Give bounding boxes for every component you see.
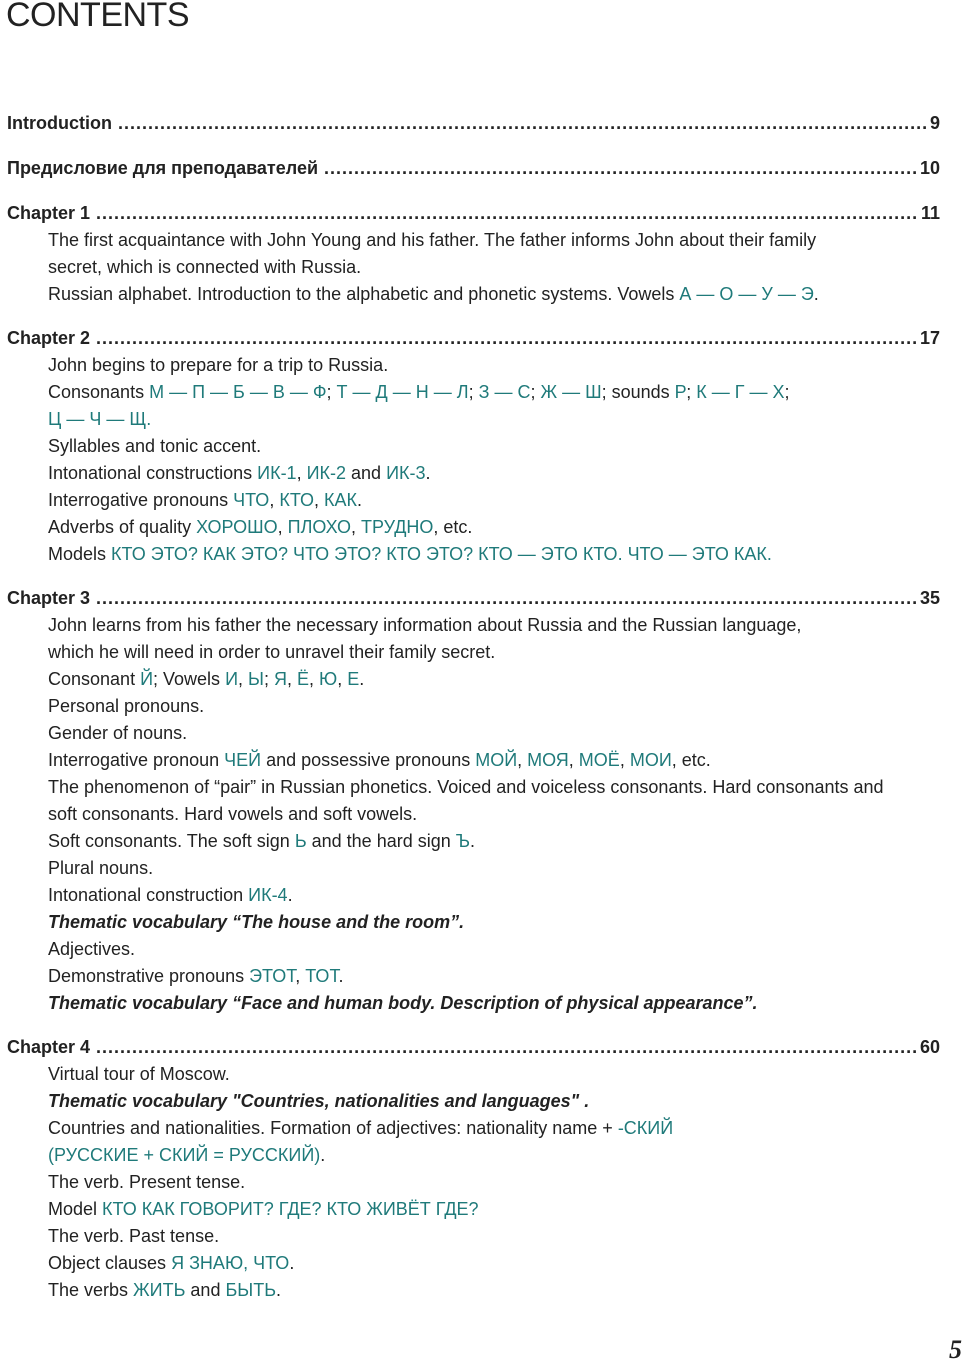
text-segment: Models	[48, 544, 112, 564]
text-segment: Object clauses	[48, 1253, 172, 1273]
description-line	[48, 487, 940, 514]
russian-term: Ю	[319, 669, 338, 689]
description-line	[48, 855, 940, 882]
text-segment: which he will need in order to unravel their family secret.	[48, 642, 496, 662]
text-segment: Demonstrative pronouns	[48, 966, 250, 986]
text-segment: .	[338, 966, 344, 986]
russian-term: КТО ЭТО? КАК ЭТО? ЧТО ЭТО? КТО ЭТО? КТО — ЭТО КТО. ЧТО — ЭТО КАК.	[111, 544, 772, 564]
emphasized-text: Thematic vocabulary “Face and human body. Description of physical appearance”.	[48, 993, 758, 1013]
table-of-contents	[7, 110, 940, 1321]
toc-entry-heading[interactable]	[7, 110, 940, 137]
text-segment: Plural nouns.	[48, 858, 154, 878]
russian-term: И	[225, 669, 238, 689]
toc-entry	[7, 110, 940, 137]
description-line	[48, 963, 940, 990]
toc-entry-label: Chapter 4	[7, 1037, 91, 1057]
description-line	[48, 1142, 940, 1169]
description-line	[48, 352, 940, 379]
text-segment: ,	[296, 463, 307, 483]
russian-term: ЖИТЬ	[133, 1280, 186, 1300]
toc-entry-page: 11	[920, 203, 940, 223]
russian-term: З — С	[478, 382, 531, 402]
description-line	[48, 801, 940, 828]
emphasized-text: Thematic vocabulary "Countries, nationalities and languages" .	[48, 1091, 590, 1111]
text-segment: ,	[309, 669, 320, 689]
description-line	[48, 828, 940, 855]
text-segment: ;	[784, 382, 790, 402]
toc-entry-page: 60	[919, 1037, 940, 1057]
emphasized-text: Thematic vocabulary “The house and the room”.	[48, 912, 465, 932]
description-line	[48, 433, 940, 460]
russian-term: А — О — У — Э	[679, 284, 814, 304]
russian-term: Я	[273, 669, 287, 689]
russian-term: Ц — Ч — Щ.	[48, 409, 152, 429]
description-line	[48, 936, 940, 963]
text-segment: Interrogative pronoun	[48, 750, 225, 770]
text-segment: John begins to prepare for a trip to Russia.	[48, 355, 389, 375]
toc-entry-page: 17	[919, 328, 940, 348]
toc-entry	[7, 200, 940, 308]
russian-term: Е	[347, 669, 360, 689]
dot-leader	[118, 110, 926, 137]
description-line	[48, 514, 940, 541]
russian-term: ЧЕЙ	[224, 750, 262, 770]
toc-entry-label: Chapter 3	[7, 588, 91, 608]
toc-entry-description	[7, 352, 940, 568]
text-segment: soft consonants. Hard vowels and soft vowels.	[48, 804, 418, 824]
dot-leader	[96, 200, 917, 227]
toc-entry-heading[interactable]	[7, 585, 940, 612]
text-segment: and	[185, 1280, 226, 1300]
description-line	[48, 1250, 940, 1277]
russian-term: ХОРОШО	[196, 517, 278, 537]
toc-entry-heading[interactable]	[7, 155, 940, 182]
russian-term: Ъ	[455, 831, 470, 851]
russian-term: Т — Д — Н — Л	[336, 382, 469, 402]
text-segment: Syllables and tonic accent.	[48, 436, 262, 456]
text-segment: ,	[295, 966, 306, 986]
text-segment: ,	[350, 517, 361, 537]
page-title: CONTENTS	[6, 0, 189, 34]
toc-entry	[7, 1034, 940, 1304]
description-line	[48, 990, 940, 1017]
toc-entry	[7, 325, 940, 568]
russian-term: ИК-1	[257, 463, 297, 483]
text-segment: The verb. Past tense.	[48, 1226, 220, 1246]
text-segment: , etc.	[671, 750, 711, 770]
text-segment: Virtual tour of Moscow.	[48, 1064, 230, 1084]
description-line	[48, 460, 940, 487]
toc-entry-label: Introduction	[7, 113, 112, 133]
text-segment: .	[357, 490, 363, 510]
text-segment: ;	[530, 382, 541, 402]
text-segment: .	[813, 284, 819, 304]
text-segment: .	[425, 463, 431, 483]
russian-term: К — Г — Х	[696, 382, 785, 402]
text-segment: Soft consonants. The soft sign	[48, 831, 295, 851]
russian-term: КТО	[279, 490, 315, 510]
text-segment: Countries and nationalities. Formation of adjectives: nationality name +	[48, 1118, 618, 1138]
russian-term: ЭТОТ	[249, 966, 296, 986]
russian-term: Ь	[294, 831, 307, 851]
description-line	[48, 1196, 940, 1223]
russian-term: М — П — Б — В — Ф	[149, 382, 327, 402]
russian-term: Я ЗНАЮ, ЧТО	[171, 1253, 290, 1273]
toc-entry-heading[interactable]	[7, 1034, 940, 1061]
text-segment: The verbs	[48, 1280, 134, 1300]
dot-leader	[324, 155, 916, 182]
description-line	[48, 693, 940, 720]
text-segment: Interrogative pronouns	[48, 490, 234, 510]
description-line	[48, 227, 940, 254]
dot-leader	[96, 585, 916, 612]
text-segment: ;	[686, 382, 697, 402]
toc-entry	[7, 155, 940, 182]
description-line	[48, 1088, 940, 1115]
toc-entry-heading[interactable]	[7, 200, 940, 227]
dot-leader	[96, 325, 916, 352]
russian-term: -СКИЙ	[617, 1118, 674, 1138]
text-segment: ,	[314, 490, 325, 510]
description-line	[48, 379, 940, 406]
russian-term: МОЙ	[475, 750, 518, 770]
text-segment: ;	[326, 382, 337, 402]
text-segment: ,	[337, 669, 348, 689]
text-segment: and possessive pronouns	[261, 750, 476, 770]
description-line	[48, 1115, 940, 1142]
russian-term: МОЯ	[527, 750, 569, 770]
toc-entry-label: Chapter 1	[7, 203, 91, 223]
text-segment: The phenomenon of “pair” in Russian phonetics. Voiced and voiceless consonants. Hard consonants and	[48, 777, 884, 797]
text-segment: ;	[263, 669, 274, 689]
toc-entry-heading[interactable]	[7, 325, 940, 352]
russian-term: МОИ	[629, 750, 672, 770]
text-segment: The verb. Present tense.	[48, 1172, 246, 1192]
description-line	[48, 909, 940, 936]
description-line	[48, 541, 940, 568]
russian-term: ИК-4	[248, 885, 288, 905]
description-line	[48, 747, 940, 774]
text-segment: Intonational construction	[48, 885, 249, 905]
description-line	[48, 774, 940, 801]
text-segment: ; Vowels	[153, 669, 226, 689]
description-line	[48, 1223, 940, 1250]
dot-leader	[96, 1034, 916, 1061]
text-segment: Adverbs of quality	[48, 517, 197, 537]
text-segment: ,	[568, 750, 579, 770]
toc-entry-page: 35	[919, 588, 940, 608]
text-segment: .	[359, 669, 365, 689]
russian-term: ТРУДНО	[361, 517, 434, 537]
description-line	[48, 281, 940, 308]
text-segment: and the hard sign	[306, 831, 456, 851]
text-segment: The first acquaintance with John Young and his father. The father informs John about their family	[48, 230, 817, 250]
text-segment: Russian alphabet. Introduction to the alphabetic and phonetic systems. Vowels	[48, 284, 680, 304]
description-line	[48, 882, 940, 909]
text-segment: , etc.	[433, 517, 473, 537]
russian-term: МОЁ	[578, 750, 620, 770]
russian-term: ИК-3	[386, 463, 426, 483]
description-line	[48, 639, 940, 666]
toc-entry-page: 9	[929, 113, 940, 133]
text-segment: Model	[48, 1199, 103, 1219]
toc-entry-description	[7, 227, 940, 308]
description-line	[48, 666, 940, 693]
russian-term: ИК-2	[306, 463, 347, 483]
russian-term: ПЛОХО	[287, 517, 351, 537]
text-segment: .	[287, 885, 293, 905]
russian-term: Ё	[296, 669, 309, 689]
russian-term: Й	[140, 669, 154, 689]
text-segment: ,	[238, 669, 249, 689]
page-number: 5	[949, 1335, 962, 1364]
description-line	[48, 1277, 940, 1304]
text-segment: Intonational constructions	[48, 463, 258, 483]
text-segment: Gender of nouns.	[48, 723, 188, 743]
description-line	[48, 254, 940, 281]
text-segment: Personal pronouns.	[48, 696, 205, 716]
russian-term: ЧТО	[233, 490, 270, 510]
russian-term: ТОТ	[305, 966, 339, 986]
description-line	[48, 1169, 940, 1196]
description-line	[48, 406, 940, 433]
text-segment: .	[470, 831, 476, 851]
russian-term: Ы	[248, 669, 264, 689]
text-segment: and	[346, 463, 387, 483]
text-segment: ; sounds	[601, 382, 675, 402]
toc-entry	[7, 585, 940, 1017]
text-segment: Consonants	[48, 382, 150, 402]
toc-entry-label: Предисловие для преподавателей	[7, 158, 319, 178]
toc-entry-page: 10	[919, 158, 940, 178]
toc-entry-description	[7, 612, 940, 1017]
text-segment: Consonant	[48, 669, 141, 689]
russian-term: Ж — Ш	[540, 382, 602, 402]
text-segment: John learns from his father the necessary information about Russia and the Russian language,	[48, 615, 802, 635]
description-line	[48, 612, 940, 639]
text-segment: .	[320, 1145, 326, 1165]
text-segment: ,	[619, 750, 630, 770]
text-segment: ,	[286, 669, 297, 689]
russian-term: КТО КАК ГОВОРИТ? ГДЕ? КТО ЖИВЁТ ГДЕ?	[102, 1199, 479, 1219]
russian-term: БЫТЬ	[225, 1280, 277, 1300]
text-segment: ,	[517, 750, 528, 770]
russian-term: Р	[674, 382, 687, 402]
text-segment: .	[289, 1253, 295, 1273]
toc-entry-label: Chapter 2	[7, 328, 91, 348]
text-segment: ,	[277, 517, 288, 537]
description-line	[48, 1061, 940, 1088]
description-line	[48, 720, 940, 747]
text-segment: .	[276, 1280, 282, 1300]
russian-term: (РУССКИЕ + СКИЙ = РУССКИЙ)	[48, 1145, 321, 1165]
russian-term: КАК	[324, 490, 358, 510]
text-segment: Adjectives.	[48, 939, 136, 959]
text-segment: ;	[468, 382, 479, 402]
toc-entry-description	[7, 1061, 940, 1304]
text-segment: ,	[269, 490, 280, 510]
text-segment: secret, which is connected with Russia.	[48, 257, 362, 277]
